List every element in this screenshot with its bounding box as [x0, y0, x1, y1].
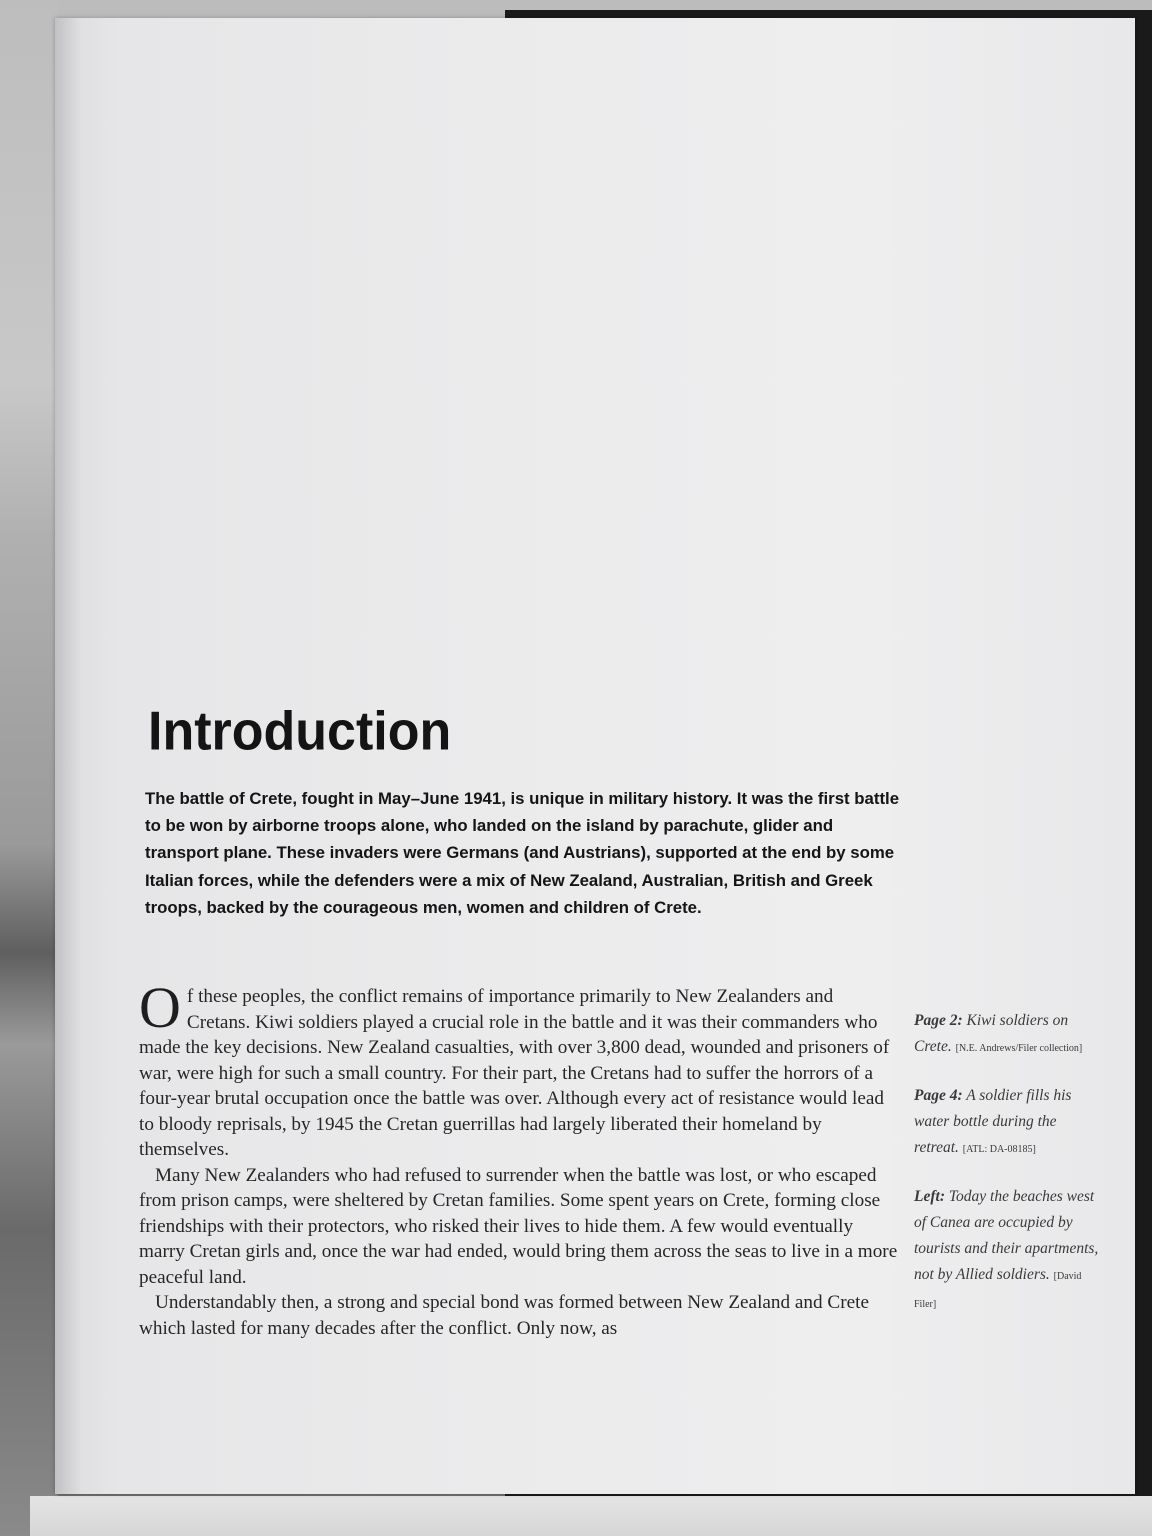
drop-cap: O — [139, 975, 181, 1040]
caption-page-4 — [914, 1083, 1099, 1163]
caption-left — [914, 1184, 1099, 1318]
caption-label: Page 4: — [914, 1087, 963, 1104]
caption-credit: [N.E. Andrews/Filer collection] — [955, 1043, 1083, 1054]
caption-label: Left: — [914, 1188, 945, 1205]
caption-text: Kiwi soldiers on Crete. — [914, 1012, 1069, 1055]
body-paragraph-1 — [139, 975, 899, 1163]
chapter-title: Introduction — [148, 701, 452, 762]
facing-page-photo-edge — [0, 0, 58, 1536]
caption-page-2 — [914, 1008, 1099, 1062]
book-page — [55, 18, 1135, 1494]
caption-label: Page 2: — [914, 1012, 963, 1029]
body-paragraph-3: Understandably then, a strong and special bond was formed between New Zealand and Crete which lasted for many decades after the conflict. Only now, as — [139, 1292, 869, 1339]
lead-paragraph: The battle of Crete, fought in May–June 1941, is unique in military history. It was the first battle to be won by airborne troops alone, who landed on the island by parachute, glider and transport plane. These invaders were Germans (and Austrians), supported at the end by some Italian forces, while the defenders were a mix of New Zealand, Australian, British and Greek troops, backed by the courageous men, women and children of Crete. — [145, 789, 900, 917]
body-paragraph-2: Many New Zealanders who had refused to surrender when the battle was lost, or who escaped from prison camps, were sheltered by Cretan families. Some spent years on Crete, forming close friendships with their protectors, who risked their lives to hide them. A few would eventually marry Cretan girls and, once the war had ended, would bring them across the seas to live in a more peaceful land. — [139, 1164, 898, 1288]
gutter-shadow — [55, 18, 81, 1494]
caption-text: A soldier fills his water bottle during the retreat. — [914, 1087, 1072, 1156]
body-paragraph-1-text: f these peoples, the conflict remains of importance primarily to New Zealanders and Cretans. Kiwi soldiers played a crucial role in the battle and it was their commanders who made the key decisions. New Zealand casualties, with over 3,800 dead, wounded and prisoners of war, were high for such a small country. For their part, the Cretans had to suffer the horrors of a four-year brutal occupation once the battle was over. Although every act of resistance would lead to bloody reprisals, by 1945 the Cretan guerrillas had largely liberated their homeland by themselves. — [139, 986, 890, 1160]
caption-credit: [ATL: DA-08185] — [962, 1144, 1036, 1155]
caption-credit: [David Filer] — [914, 1271, 1082, 1310]
caption-text: Today the beaches west of Canea are occupied by tourists and their apartments, not by Allied soldiers. — [914, 1188, 1099, 1283]
table-surface — [30, 1496, 1152, 1536]
caption-column — [914, 1008, 1099, 1339]
body-text — [139, 975, 899, 1341]
